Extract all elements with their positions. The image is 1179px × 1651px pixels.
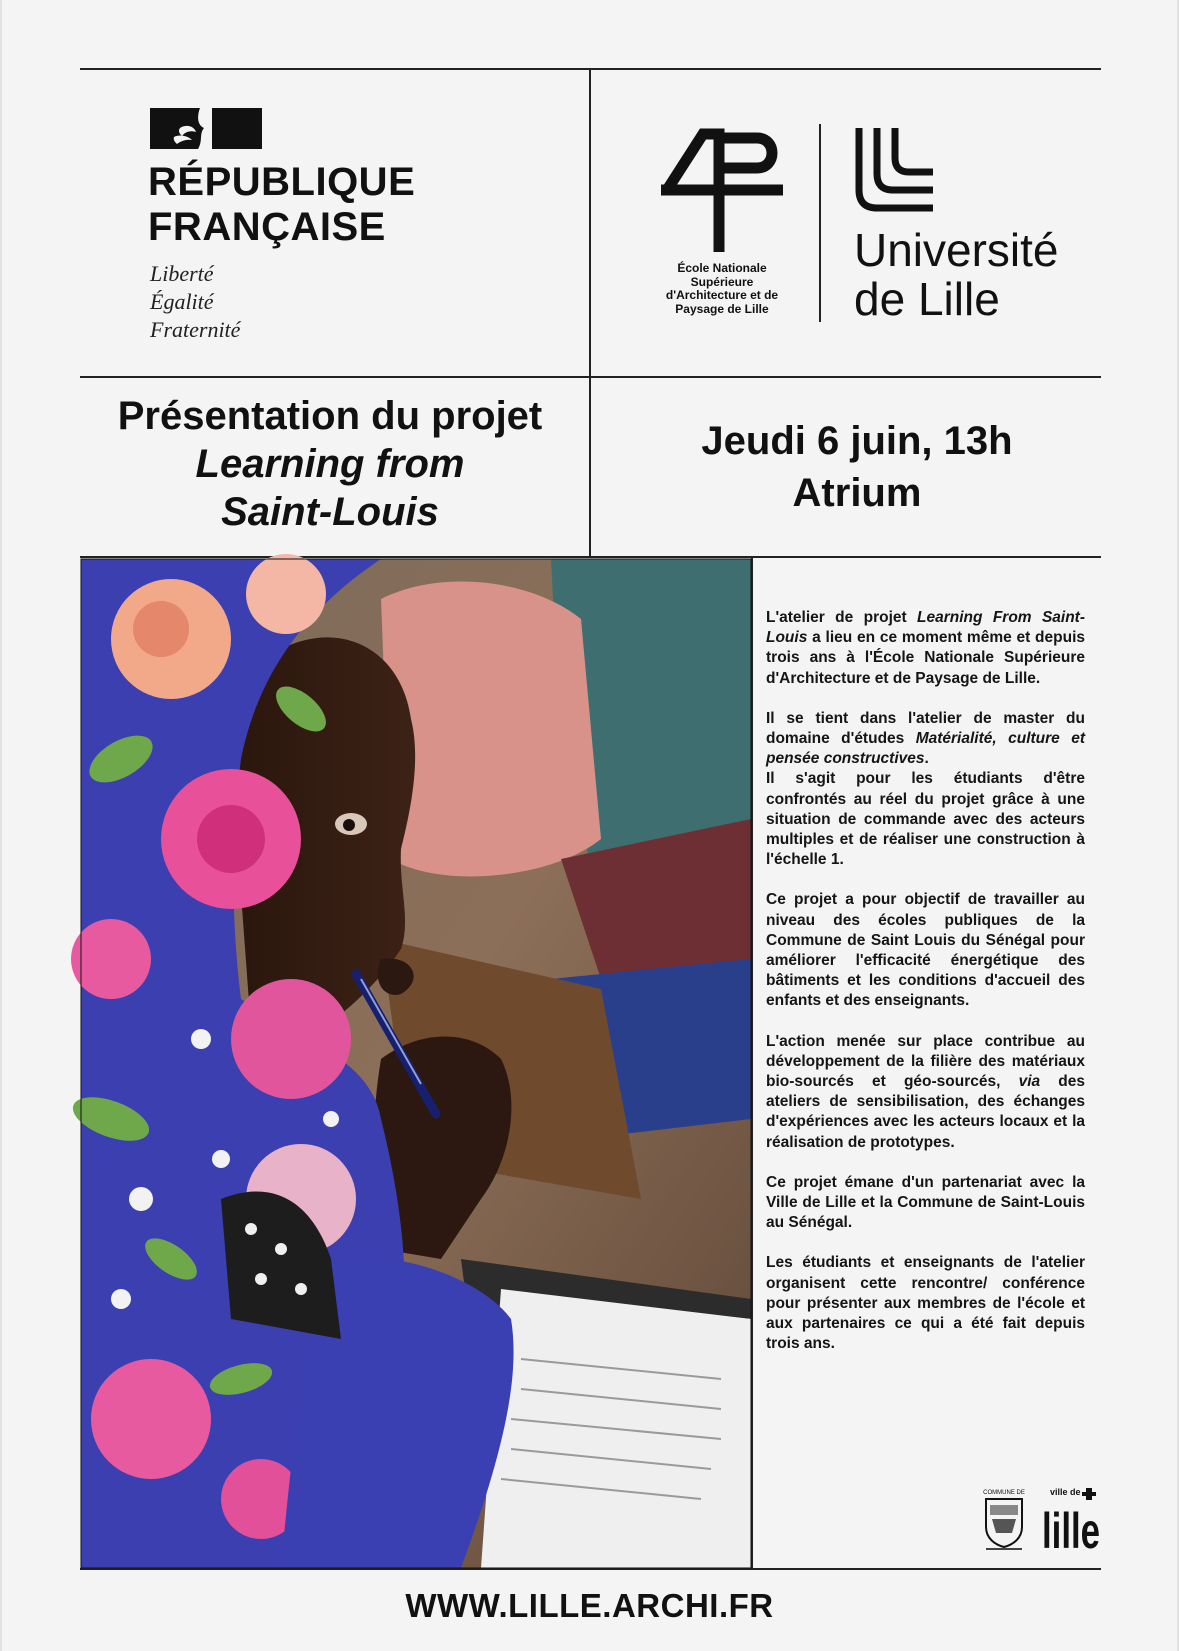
body-text: [766, 608, 1085, 1375]
content-top-rule: [80, 556, 1101, 558]
website-url[interactable]: WWW.LILLE.ARCHI.FR: [405, 1587, 774, 1624]
universite-line2: de Lille: [854, 273, 1000, 325]
p2-text-c: .: [924, 750, 929, 768]
event-info: [592, 415, 1122, 519]
paragraph-6: Les étudiants et enseignants de l'atelier organisent cette rencontre/ conférence pour présenter aux membres de l'école et aux partenaires ce qui a été fait depuis trois ans.: [766, 1254, 1085, 1353]
commune-caption: COMMUNE DE: [983, 1490, 1025, 1496]
paragraph-4: [766, 1032, 1085, 1153]
ensap-lille-logo: [661, 128, 783, 252]
universite-lille-name: [854, 226, 1059, 324]
student-photo: [81, 559, 751, 1568]
universite-line1: Université: [854, 224, 1059, 276]
title-line1: Présentation du projet: [117, 394, 543, 438]
paragraph-2: [766, 709, 1085, 871]
title-line3: Saint-Louis: [221, 490, 439, 534]
title-line2: Learning from: [195, 442, 465, 486]
motto-egalite: Égalité: [150, 289, 214, 314]
ville-caption: ville de: [1050, 1487, 1081, 1497]
p2-text-d: Il s'agit pour les étudiants d'être confrontés au réel du projet grâce à une situation de commande avec des acteurs multiples et de réaliser une construction à l'échelle 1.: [766, 770, 1085, 869]
ensap-name: [651, 262, 793, 316]
universite-lille-logo: [855, 128, 933, 212]
republique-line1: RÉPUBLIQUE: [148, 160, 416, 204]
paragraph-3: Ce projet a pour objectif de travailler au niveau des écoles publiques de la Commune de Saint Louis du Sénégal pour améliorer l'efficacité énergétique des bâtiments et les conditions d'accueil des enfants et des enseignants.: [766, 891, 1085, 1010]
republique-francaise: [148, 160, 415, 250]
p4-text-c: des ateliers de sensibilisation, des échanges d'expériences avec les acteurs locaux et la réalisation de prototypes.: [766, 1073, 1086, 1151]
event-place: Atrium: [792, 471, 922, 515]
logo-separator: [819, 124, 821, 322]
p4-text-a: L'action menée sur place contribue au développement de la filière des matériaux bio-sourcés et géo-sourcés,: [766, 1032, 1085, 1091]
ville-name: lille: [1042, 1503, 1100, 1559]
marianne-logo: [150, 108, 262, 149]
project-title: [80, 392, 580, 536]
ensap-line3: d'Architecture et de: [665, 288, 779, 302]
middle-rule: [80, 376, 1101, 378]
header-divider: [589, 70, 591, 556]
commune-saint-louis-logo: [982, 1487, 1026, 1551]
republic-motto: [150, 260, 240, 344]
p2-text-a: Il se tient dans l'atelier de master du domaine d'études: [766, 709, 1085, 748]
motto-fraternite: Fraternité: [150, 317, 241, 342]
p1-project-name: Learning From Saint-Louis: [766, 609, 1085, 647]
ensap-line1: École Nationale: [677, 261, 767, 275]
ville-de-lille-logo: [1040, 1486, 1100, 1559]
motto-liberte: Liberté: [150, 261, 214, 286]
paragraph-5: Ce projet émane d'un partenariat avec la Ville de Lille et la Commune de Saint-Louis au Sénégal.: [766, 1173, 1085, 1232]
p1-text-a: L'atelier de projet: [766, 609, 918, 626]
event-date: Jeudi 6 juin, 13h: [701, 419, 1013, 463]
ensap-line4: Paysage de Lille: [675, 301, 769, 316]
p2-domain-name: Matérialité, culture et pensée constructives: [766, 730, 1085, 768]
paragraph-1: [766, 608, 1085, 689]
p1-text-c: a lieu en ce moment même et depuis trois ans à l'École Nationale Supérieure d'Architecture et de Paysage de Lille.: [766, 629, 1085, 687]
ensap-line2: Supérieure: [690, 274, 754, 289]
republique-line2: FRANÇAISE: [148, 205, 386, 249]
p4-via: via: [1018, 1073, 1041, 1091]
